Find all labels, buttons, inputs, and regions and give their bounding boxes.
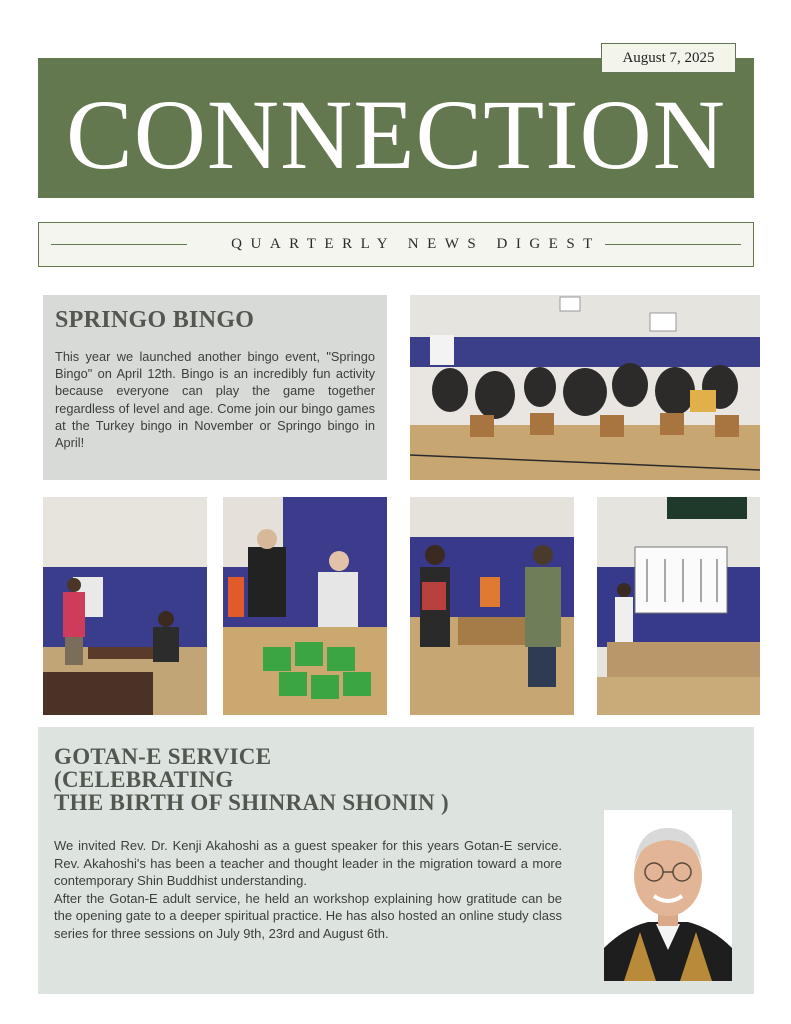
article-paragraph: We invited Rev. Dr. Kenji Akahoshi as a guest speaker for this years Gotan-E service. Rev. Akahoshi's has been a teacher and thought leader in the migration toward a more contemporary Shin Buddhist understanding. — [54, 838, 562, 889]
article-title — [54, 745, 484, 814]
divider-line-left — [51, 244, 187, 245]
divider-line-right — [605, 244, 741, 245]
article-title: SPRINGO BINGO — [55, 307, 255, 333]
masthead-banner — [38, 58, 754, 198]
newsletter-title: CONNECTION — [66, 79, 726, 190]
newsletter-subtitle: QUARTERLY NEWS DIGEST — [231, 236, 601, 252]
speaker-portrait-photo — [604, 810, 732, 981]
article-body — [54, 837, 562, 943]
issue-date: August 7, 2025 — [601, 43, 736, 73]
article-body: This year we launched another bingo event, "Springo Bingo" on April 12th. Bingo is an incredibly fun activity because everyone can play the game together regardless of level and age. Come join our bingo games at the Turkey bingo in November or Springo bingo in April! — [55, 349, 375, 451]
prize-table-photo — [410, 497, 574, 715]
whiteboard-caller-photo — [597, 497, 760, 715]
title-line: THE BIRTH OF SHINRAN SHONIN ) — [54, 790, 449, 815]
title-line: GOTAN-E SERVICE — [54, 744, 272, 769]
subtitle-bar — [38, 222, 754, 267]
bingo-gym-photo — [410, 295, 760, 480]
article-paragraph: After the Gotan-E adult service, he held an workshop explaining how gratitude can be the opening gate to a deeper spiritual practice. He has also hosted an online study class series for three sessions on July 9th, 23rd and August 6th. — [54, 890, 562, 941]
springo-bingo-article — [43, 295, 387, 480]
bingo-cards-photo — [223, 497, 387, 715]
title-line: (CELEBRATING — [54, 767, 234, 792]
bingo-table-photo — [43, 497, 207, 715]
